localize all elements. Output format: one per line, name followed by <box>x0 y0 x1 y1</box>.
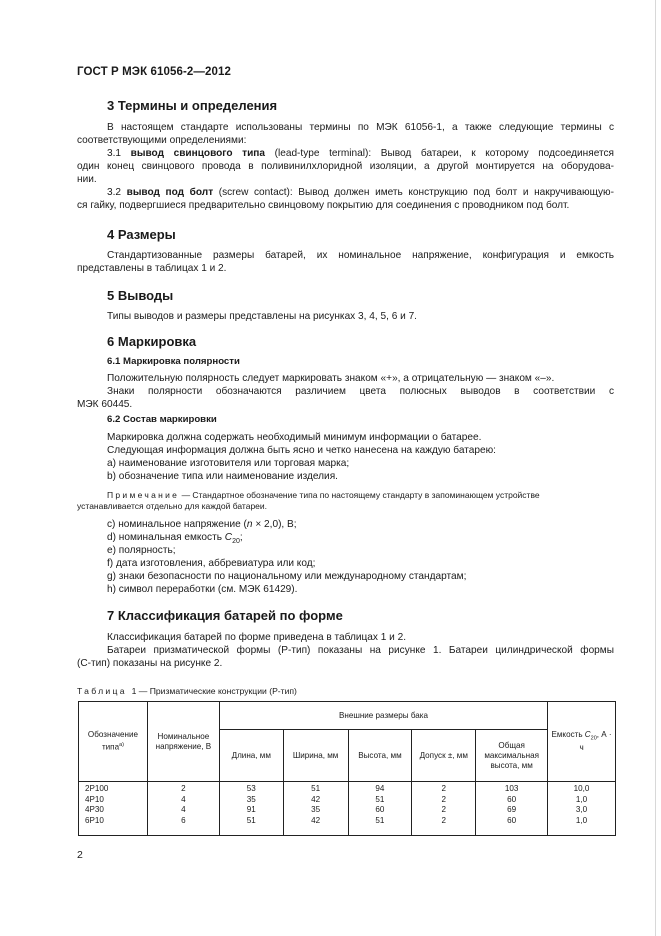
col-type-footnote-mark: а) <box>119 742 124 749</box>
cell-tolerance: 2 <box>441 784 447 793</box>
col-type-values <box>79 782 148 836</box>
table-1 <box>78 701 616 836</box>
note-label: Примечание <box>107 490 180 500</box>
table-caption-label: Таблица <box>77 686 127 696</box>
s7-line-3: (С-тип) показаны на рисунке 2. <box>77 658 223 669</box>
item-c-variable: n <box>246 519 253 530</box>
col-type-header-text: Обозначение типа <box>87 730 138 752</box>
document-header: ГОСТ Р МЭК 61056-2—2012 <box>77 66 231 78</box>
col-capacity-header <box>548 702 616 782</box>
cell-height: 60 <box>375 805 385 815</box>
cell-length: 35 <box>246 794 256 804</box>
marking-item-c <box>107 518 297 531</box>
col-width-values <box>283 782 348 836</box>
col-dimensions-group-header: Внешние размеры бака <box>219 702 547 730</box>
table-body <box>79 782 616 836</box>
section-7-title: 7 Классификация батарей по форме <box>107 608 343 623</box>
cell-height: 51 <box>375 816 385 826</box>
section-4-title: 4 Размеры <box>107 227 176 242</box>
term-3-1-line-2: один конец свинцового провода в поливинилхлоридной изоляции, а другой монтируется на оборудова- <box>77 161 614 172</box>
col-voltage-values <box>147 782 219 836</box>
cell-width: 35 <box>311 805 321 815</box>
s7-line-1: Классификация батарей по форме приведена в таблицах 1 и 2. <box>107 632 407 643</box>
item-c-suffix: × 2,0), В; <box>252 519 297 530</box>
marking-item-a: a) наименование изготовителя или торговая марка; <box>107 458 350 469</box>
cell-voltage: 4 <box>181 794 186 804</box>
s3-intro-line-2: соответствующими определениями: <box>77 135 247 146</box>
term-3-2-line-2: ся гайку, подвергшиеся предварительно свинцовому покрытию для соединения с проводником под болт. <box>77 200 570 211</box>
item-d-text: d) номинальная емкость <box>107 532 225 543</box>
s4-line-2: представлены в таблицах 1 и 2. <box>77 263 227 274</box>
cell-voltage: 6 <box>181 816 186 826</box>
marking-item-b: b) обозначение типа или наименование изделия. <box>107 471 338 482</box>
cell-capacity: 10,0 <box>573 784 590 793</box>
cell-tolerance: 2 <box>441 794 447 804</box>
subsection-6-2-title: 6.2 Состав маркировки <box>107 414 217 425</box>
item-d-symbol: C <box>224 532 233 543</box>
term-3-2-number: 3.2 <box>107 187 127 198</box>
cell-total-height: 69 <box>507 805 517 815</box>
table-caption-text: 1 — Призматические конструкции (Р-тип) <box>131 686 297 696</box>
cell-width: 42 <box>311 794 321 804</box>
marking-item-h: h) символ переработки (см. МЭК 61429). <box>107 584 298 595</box>
cell-type: 4Р30 <box>85 805 104 815</box>
cell-type: 2Р100 <box>85 784 109 793</box>
col-width-header: Ширина, мм <box>283 730 348 782</box>
cell-width: 42 <box>311 816 321 826</box>
cell-length: 51 <box>246 816 256 826</box>
note-line-2: устанавливается отдельно для каждой батареи. <box>77 501 268 511</box>
col-length-values <box>219 782 283 836</box>
cell-total-height: 60 <box>507 816 517 826</box>
marking-item-g: g) знаки безопасности по национальному или международному стандартам; <box>107 571 467 582</box>
s4-line-1: Стандартизованные размеры батарей, их номинальное напряжение, конфигурация и емкость <box>107 250 614 261</box>
cell-total-height: 103 <box>504 784 519 793</box>
cell-capacity: 3,0 <box>575 805 588 815</box>
col-capacity-subscript: 20 <box>590 735 597 742</box>
item-d-subscript: 20 <box>232 538 240 546</box>
marking-item-f: f) дата изготовления, аббревиатура или код; <box>107 558 316 569</box>
col-tolerance-values <box>412 782 476 836</box>
s6-1-line-3: МЭК 60445. <box>77 399 133 410</box>
subsection-6-1-title: 6.1 Маркировка полярности <box>107 356 240 367</box>
note-text: — Стандартное обозначение типа по настоящему стандарту в запоминающем устройстве <box>179 490 540 500</box>
cell-type: 4Р10 <box>85 794 104 804</box>
section-5-title: 5 Выводы <box>107 288 174 303</box>
term-3-1-number: 3.1 <box>107 148 131 159</box>
cell-capacity: 1,0 <box>575 794 588 804</box>
cell-voltage: 2 <box>181 784 186 793</box>
s6-2-line-1: Маркировка должна содержать необходимый минимум информации о батарее. <box>107 432 482 443</box>
s7-line-2: Батареи призматической формы (Р-тип) показаны на рисунке 1. Батареи цилиндрической формы <box>107 645 614 656</box>
term-3-1-line-3: нии. <box>77 174 97 185</box>
s6-1-line-1: Положительную полярность следует маркировать знаком «+», а отрицательную — знаком «–». <box>107 373 555 384</box>
term-3-1 <box>77 147 614 160</box>
term-3-2-definition: (screw contact): Вывод должен иметь конструкцию под болт и накручивающую- <box>213 187 614 198</box>
cell-height: 94 <box>375 784 385 793</box>
cell-tolerance: 2 <box>441 816 447 826</box>
note <box>77 490 615 502</box>
cell-type: 6Р10 <box>85 816 104 826</box>
cell-height: 51 <box>375 794 385 804</box>
s5-line-1: Типы выводов и размеры представлены на рисунках 3, 4, 5, 6 и 7. <box>107 311 417 322</box>
cell-length: 53 <box>246 784 256 793</box>
col-total-height-header: Общая максимальная высота, мм <box>476 730 548 782</box>
cell-length: 91 <box>246 805 256 815</box>
term-3-2-name: вывод под болт <box>126 187 214 198</box>
s6-2-line-2: Следующая информация должна быть ясно и четко нанесена на каждую батарею: <box>107 445 496 456</box>
col-length-header: Длина, мм <box>219 730 283 782</box>
page-number: 2 <box>77 849 83 861</box>
term-3-1-name: вывод свинцового типа <box>130 148 266 159</box>
item-d-suffix: ; <box>239 532 243 543</box>
col-capacity-symbol: C <box>584 729 591 739</box>
cell-capacity: 1,0 <box>575 816 588 826</box>
section-3-title: 3 Термины и определения <box>107 98 278 113</box>
col-height-header: Высота, мм <box>348 730 412 782</box>
s3-intro-line-1: В настоящем стандарте использованы термины по МЭК 61056-1, а также следующие термины с <box>107 122 614 133</box>
cell-width: 51 <box>311 784 321 793</box>
item-c-text: c) номинальное напряжение ( <box>107 519 247 530</box>
col-height-values <box>348 782 412 836</box>
col-type-header <box>79 702 148 782</box>
term-3-2 <box>77 186 614 199</box>
table-caption <box>77 686 297 696</box>
col-tolerance-header: Допуск ±, мм <box>412 730 476 782</box>
term-3-1-definition: (lead-type terminal): Вывод батареи, к которому подсоединяется <box>265 148 614 159</box>
col-capacity-text: Емкость <box>551 729 585 739</box>
cell-total-height: 60 <box>507 794 517 804</box>
marking-item-e: e) полярность; <box>107 545 176 556</box>
col-total-height-values <box>476 782 548 836</box>
section-6-title: 6 Маркировка <box>107 334 197 349</box>
col-capacity-unit: , А · ч <box>579 729 612 753</box>
col-voltage-header: Номинальное напряжение, В <box>147 702 219 782</box>
cell-tolerance: 2 <box>441 805 447 815</box>
col-capacity-values <box>548 782 616 836</box>
s6-1-line-2: Знаки полярности обозначаются различием цвета полюсных выводов в соответствии с <box>107 386 614 397</box>
cell-voltage: 4 <box>181 805 186 815</box>
